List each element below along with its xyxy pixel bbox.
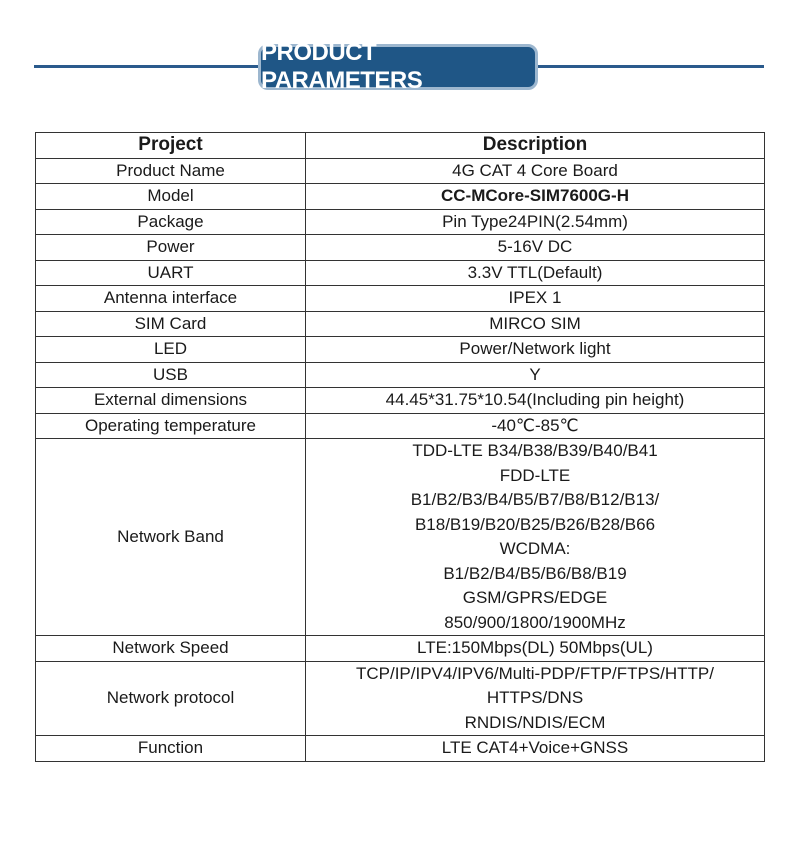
row-value-line: 850/900/1800/1900MHz: [444, 612, 626, 632]
row-value: [306, 184, 765, 210]
row-value-line: -40℃-85℃: [491, 415, 579, 435]
row-value-line: Y: [529, 364, 541, 384]
row-value: [306, 413, 765, 439]
row-value-line: LTE:150Mbps(DL) 50Mbps(UL): [417, 638, 653, 657]
row-value-line: 3.3V TTL(Default): [467, 262, 603, 282]
row-value-line: RNDIS/NDIS/ECM: [464, 712, 606, 732]
table-row: [36, 413, 765, 439]
row-label: Network protocol: [36, 661, 306, 736]
row-value-line: CC-MCore-SIM7600G-H: [441, 186, 629, 205]
table-row: [36, 311, 765, 337]
table-row: [36, 184, 765, 210]
row-value: [306, 388, 765, 414]
row-value-line: LTE CAT4+Voice+GNSS: [441, 738, 629, 757]
table-row: [36, 636, 765, 662]
row-label: Power: [36, 235, 306, 261]
table-row: [36, 661, 765, 736]
row-value-line: Power/Network light: [459, 339, 611, 358]
row-value: [306, 636, 765, 662]
row-value: [306, 337, 765, 363]
table-row: [36, 362, 765, 388]
row-value-line: IPEX 1: [508, 288, 562, 307]
row-value: [306, 235, 765, 261]
row-label: Network Speed: [36, 636, 306, 662]
table-row: [36, 209, 765, 235]
row-value-line: TDD-LTE B34/B38/B39/B40/B41: [412, 441, 658, 460]
row-label: Model: [36, 184, 306, 210]
row-label: Network Band: [36, 439, 306, 636]
row-label: UART: [36, 260, 306, 286]
row-value-line: TCP/IP/IPV4/IPV6/Multi-PDP/FTP/FTPS/HTTP/: [355, 663, 714, 683]
row-label: USB: [36, 362, 306, 388]
table-row: [36, 388, 765, 414]
row-value: [306, 209, 765, 235]
row-value-line: Pin Type24PIN(2.54mm): [442, 211, 628, 231]
row-value: [306, 439, 765, 636]
row-value-line: B1/B2/B4/B5/B6/B8/B19: [443, 563, 627, 583]
table-header-row: [36, 133, 765, 159]
row-value: [306, 362, 765, 388]
row-value: [306, 158, 765, 184]
row-value-line: 4G CAT 4 Core Board: [452, 160, 618, 180]
row-label: Function: [36, 736, 306, 762]
table-row: [36, 260, 765, 286]
row-label: Product Name: [36, 158, 306, 184]
row-value: [306, 736, 765, 762]
row-value-line: 5-16V DC: [497, 237, 573, 256]
row-label: Antenna interface: [36, 286, 306, 312]
row-value: [306, 286, 765, 312]
row-label: Package: [36, 209, 306, 235]
row-value: [306, 260, 765, 286]
table-row: [36, 235, 765, 261]
row-label: SIM Card: [36, 311, 306, 337]
row-value-line: B18/B19/B20/B25/B26/B28/B66: [414, 514, 656, 534]
row-label: Operating temperature: [36, 413, 306, 439]
row-value: [306, 661, 765, 736]
row-value-line: B1/B2/B3/B4/B5/B7/B8/B12/B13/: [410, 490, 660, 509]
row-label: External dimensions: [36, 388, 306, 414]
table-body: [36, 158, 765, 761]
table-row: [36, 439, 765, 636]
table-row: [36, 286, 765, 312]
column-header-description: Description: [306, 133, 765, 159]
row-label: LED: [36, 337, 306, 363]
table-row: [36, 158, 765, 184]
column-header-project: Project: [36, 133, 306, 159]
row-value-line: MIRCO SIM: [489, 313, 581, 333]
row-value-line: HTTPS/DNS: [486, 688, 584, 707]
table-row: [36, 736, 765, 762]
row-value-line: 44.45*31.75*10.54(Including pin height): [385, 390, 685, 409]
row-value-line: GSM/GPRS/EDGE: [462, 588, 608, 607]
row-value-line: WCDMA:: [499, 539, 571, 558]
row-value: [306, 311, 765, 337]
table-row: [36, 337, 765, 363]
row-value-line: FDD-LTE: [499, 465, 571, 485]
product-parameters-table: [35, 132, 765, 762]
page-title: PRODUCT PARAMETERS: [258, 44, 538, 90]
